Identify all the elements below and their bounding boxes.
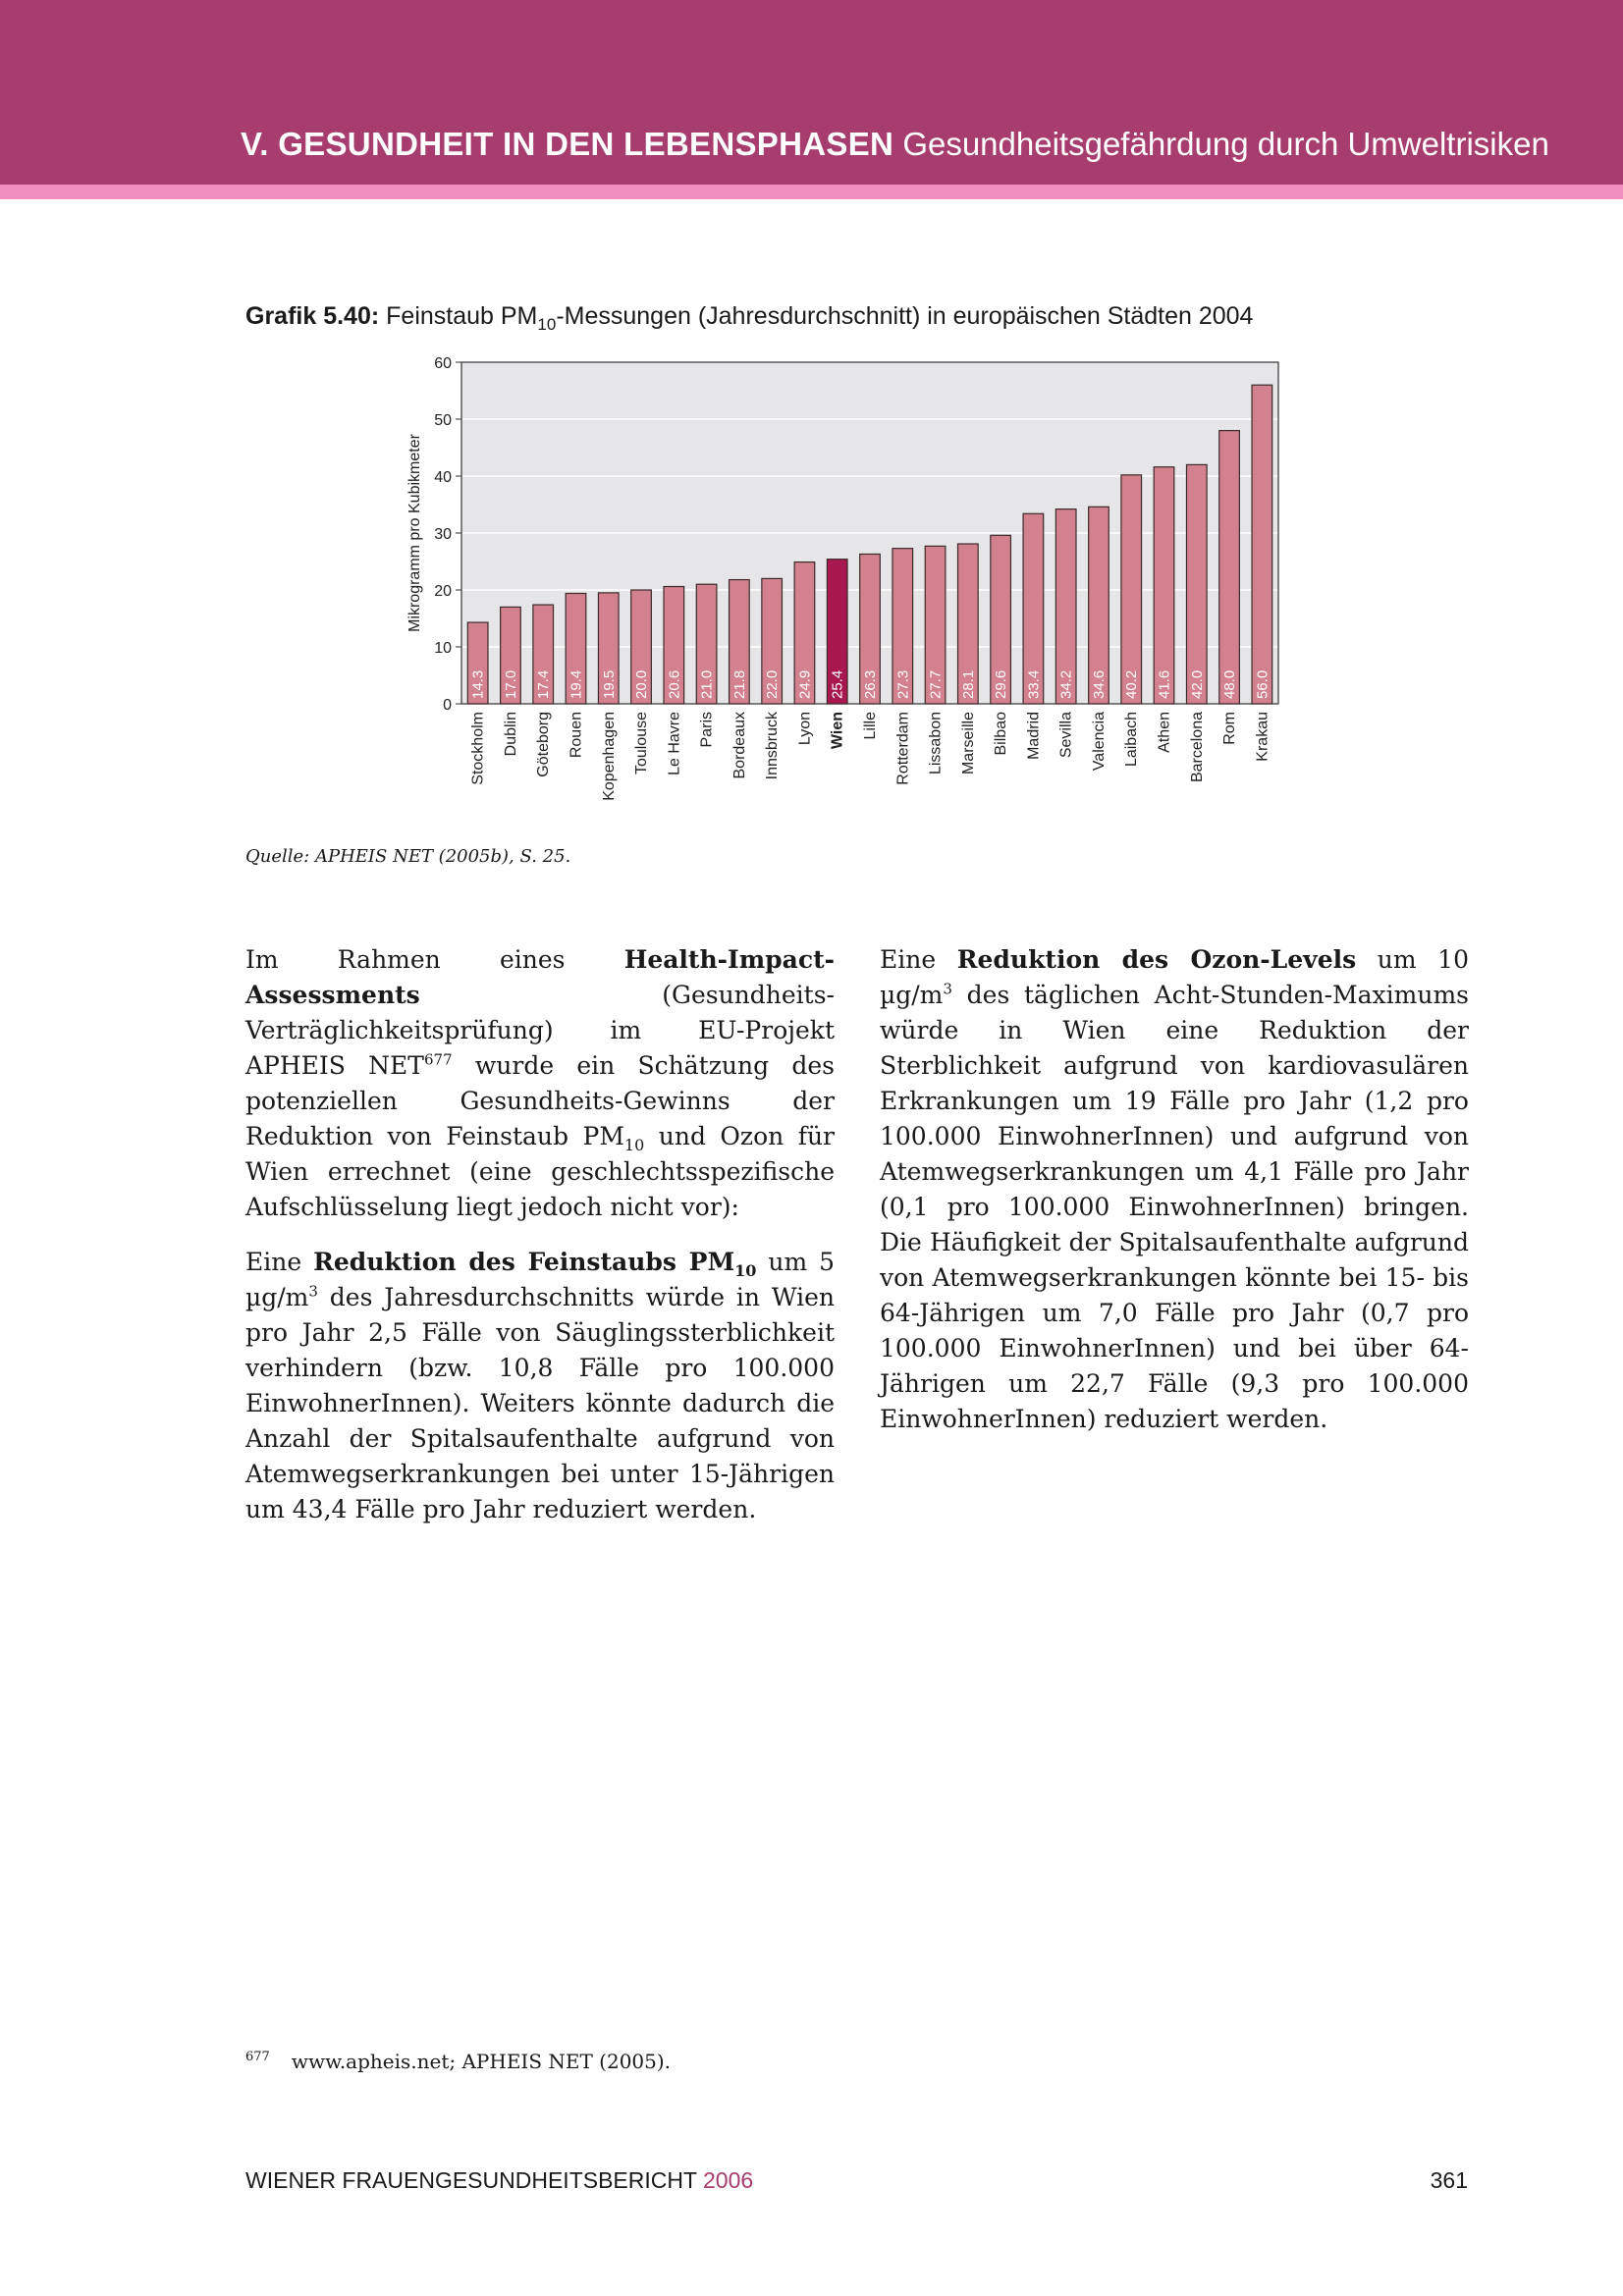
y-tick-label: 10 [434, 640, 452, 657]
caption-sub: 10 [537, 315, 557, 334]
bar-value-label: 34.6 [1090, 669, 1108, 699]
x-tick-label: Kopenhagen [600, 712, 618, 801]
x-tick-label: Wien [829, 712, 846, 750]
x-tick-label: Dublin [502, 712, 519, 757]
figure-caption [245, 302, 1253, 335]
y-tick-label: 50 [434, 412, 452, 429]
x-tick-label: Bilbao [993, 712, 1010, 756]
bar-value-label: 21.8 [730, 669, 748, 699]
bar-value-label: 20.0 [633, 669, 651, 699]
bar-value-label: 19.4 [568, 669, 585, 699]
paragraph-feinstaub: Eine Reduktion des Feinstaubs $PM_{10}$ um 5 $\mu g/m^3$ des Jahresdurchschnitts würde in Wien pro Jahr 2,5 Fälle von Säuglingssterblichkeit verhindern (bzw. 10,8 Fälle pro 100.000 EinwohnerInnen). Weiters könnte dadurch die Anzahl der Spitalsaufenthalte aufgrund von Atemwegserkrankungen bei unter 15-Jährigen um 43,4 Fälle pro Jahr reduziert werden. [245, 1248, 835, 1523]
left-column [245, 942, 835, 1547]
bar-value-label: 14.3 [469, 669, 487, 699]
x-tick-label: Rom [1221, 712, 1239, 745]
bar-value-label: 42.0 [1188, 669, 1206, 699]
x-tick-label: Barcelona [1188, 712, 1206, 783]
x-tick-label: Lissabon [927, 712, 945, 775]
bar-value-label: 20.6 [666, 669, 683, 699]
footnote-number: 677 [245, 2050, 270, 2065]
bar-value-label: 24.9 [796, 669, 814, 699]
bar-value-label: 34.2 [1057, 669, 1075, 699]
x-tick-label: Innsbruck [764, 712, 782, 780]
footer-year: 2006 [703, 2167, 754, 2193]
bar-value-label: 56.0 [1254, 669, 1271, 699]
x-tick-label: Laibach [1123, 712, 1141, 768]
bar-value-label: 17.0 [502, 669, 519, 699]
header-title [241, 126, 1549, 163]
paragraph-intro: Im Rahmen eines Health-Impact-Assessments (Gesundheits-Verträglichkeitsprüfung) im EU-Projekt APHEIS NET$^{677}$ wurde ein Schätzung des potenziellen Gesundheits-Gewinns der Reduktion von Feinstaub $PM_{10}$ und Ozon für Wien errechnet (eine geschlechtsspezifische Aufschlüsselung liegt jedoch nicht vor): [245, 945, 836, 1221]
y-tick-label: 30 [434, 526, 452, 543]
y-tick-label: 60 [434, 355, 452, 372]
x-tick-label: Krakau [1254, 712, 1271, 762]
bar [1186, 464, 1207, 704]
x-tick-label: Paris [698, 712, 716, 748]
x-tick-label: Rouen [568, 712, 585, 759]
bar-value-label: 26.3 [862, 669, 879, 699]
bar [1121, 475, 1142, 704]
chapter-title: V. GESUNDHEIT IN DEN LEBENSPHASEN [241, 126, 894, 162]
header-stripe [0, 185, 1623, 199]
x-tick-label: Toulouse [633, 712, 651, 775]
bar [1219, 431, 1240, 704]
bar-value-label: 29.6 [993, 669, 1010, 699]
right-column [880, 942, 1469, 1457]
footer-title: WIENER FRAUENGESUNDHEITSBERICHT 2006 [245, 2167, 754, 2193]
bar [1154, 467, 1174, 704]
bar-value-label: 41.6 [1156, 669, 1173, 699]
page-number: 361 [1430, 2167, 1468, 2193]
bar-value-label: 33.4 [1025, 669, 1043, 699]
x-tick-label: Rotterdam [894, 712, 912, 785]
bar-value-label: 17.4 [535, 669, 553, 699]
caption-text-before: Feinstaub PM [386, 302, 538, 330]
paragraph-ozon: Eine Reduktion des Ozon-Levels um 10 $\mu g/m^3$ des täglichen Acht-Stunden-Maximums würde in Wien eine Reduktion der Sterblichkeit aufgrund von kardiovasulären Erkrankungen um 19 Fälle pro Jahr (1,2 pro 100.000 EinwohnerInnen) und aufgrund von Atemwegserkrankungen um 4,1 Fälle pro Jahr (0,1 pro 100.000 EinwohnerInnen) bringen. Die Häufigkeit der Spitalsaufenthalte aufgrund von Atemwegserkrankungen könnte bei 15- bis 64-Jährigen um 7,0 Fälle pro Jahr (0,7 pro 100.000 EinwohnerInnen) und bei über 64-Jährigen um 22,7 Fälle (9,3 pro 100.000 EinwohnerInnen) reduziert werden. [880, 945, 1469, 1433]
x-tick-label: Sevilla [1057, 712, 1075, 759]
bar-value-label: 28.1 [959, 669, 977, 699]
bar-value-label: 25.4 [829, 669, 846, 699]
x-tick-label: Stockholm [469, 712, 487, 785]
caption-text-after: -Messungen (Jahresdurchschnitt) in europäischen Städten 2004 [556, 302, 1254, 330]
x-tick-label: Göteborg [535, 712, 553, 777]
bar-value-label: 19.5 [600, 669, 618, 699]
x-tick-label: Le Havre [666, 712, 683, 775]
x-tick-label: Lyon [796, 712, 814, 746]
pm10-bar-chart [393, 348, 1296, 810]
y-tick-label: 40 [434, 469, 452, 486]
x-tick-label: Marseille [959, 712, 977, 775]
y-tick-label: 20 [434, 583, 452, 600]
bar-value-label: 40.2 [1123, 669, 1141, 699]
x-tick-label: Madrid [1025, 712, 1043, 760]
x-tick-label: Bordeaux [730, 712, 748, 779]
bar-value-label: 22.0 [764, 669, 782, 699]
bar-value-label: 27.7 [927, 669, 945, 699]
bar-value-label: 21.0 [698, 669, 716, 699]
y-axis-label: Mikrogramm pro Kubikmeter [406, 434, 423, 632]
bar-value-label: 48.0 [1221, 669, 1239, 699]
caption-label: Grafik 5.40: [245, 302, 380, 330]
bar-value-label: 27.3 [894, 669, 912, 699]
x-tick-label: Lille [862, 712, 879, 740]
chart-source: Quelle: APHEIS NET (2005b), S. 25. [245, 846, 571, 867]
y-tick-label: 0 [443, 697, 452, 714]
bar [1252, 385, 1272, 704]
footnote-text: www.apheis.net; APHEIS NET (2005). [291, 2050, 672, 2073]
x-tick-label: Athen [1156, 712, 1173, 753]
footnote [245, 2050, 671, 2073]
x-tick-label: Valencia [1090, 712, 1108, 772]
chapter-subtitle: Gesundheitsgefährdung durch Umweltrisiken [902, 126, 1549, 162]
